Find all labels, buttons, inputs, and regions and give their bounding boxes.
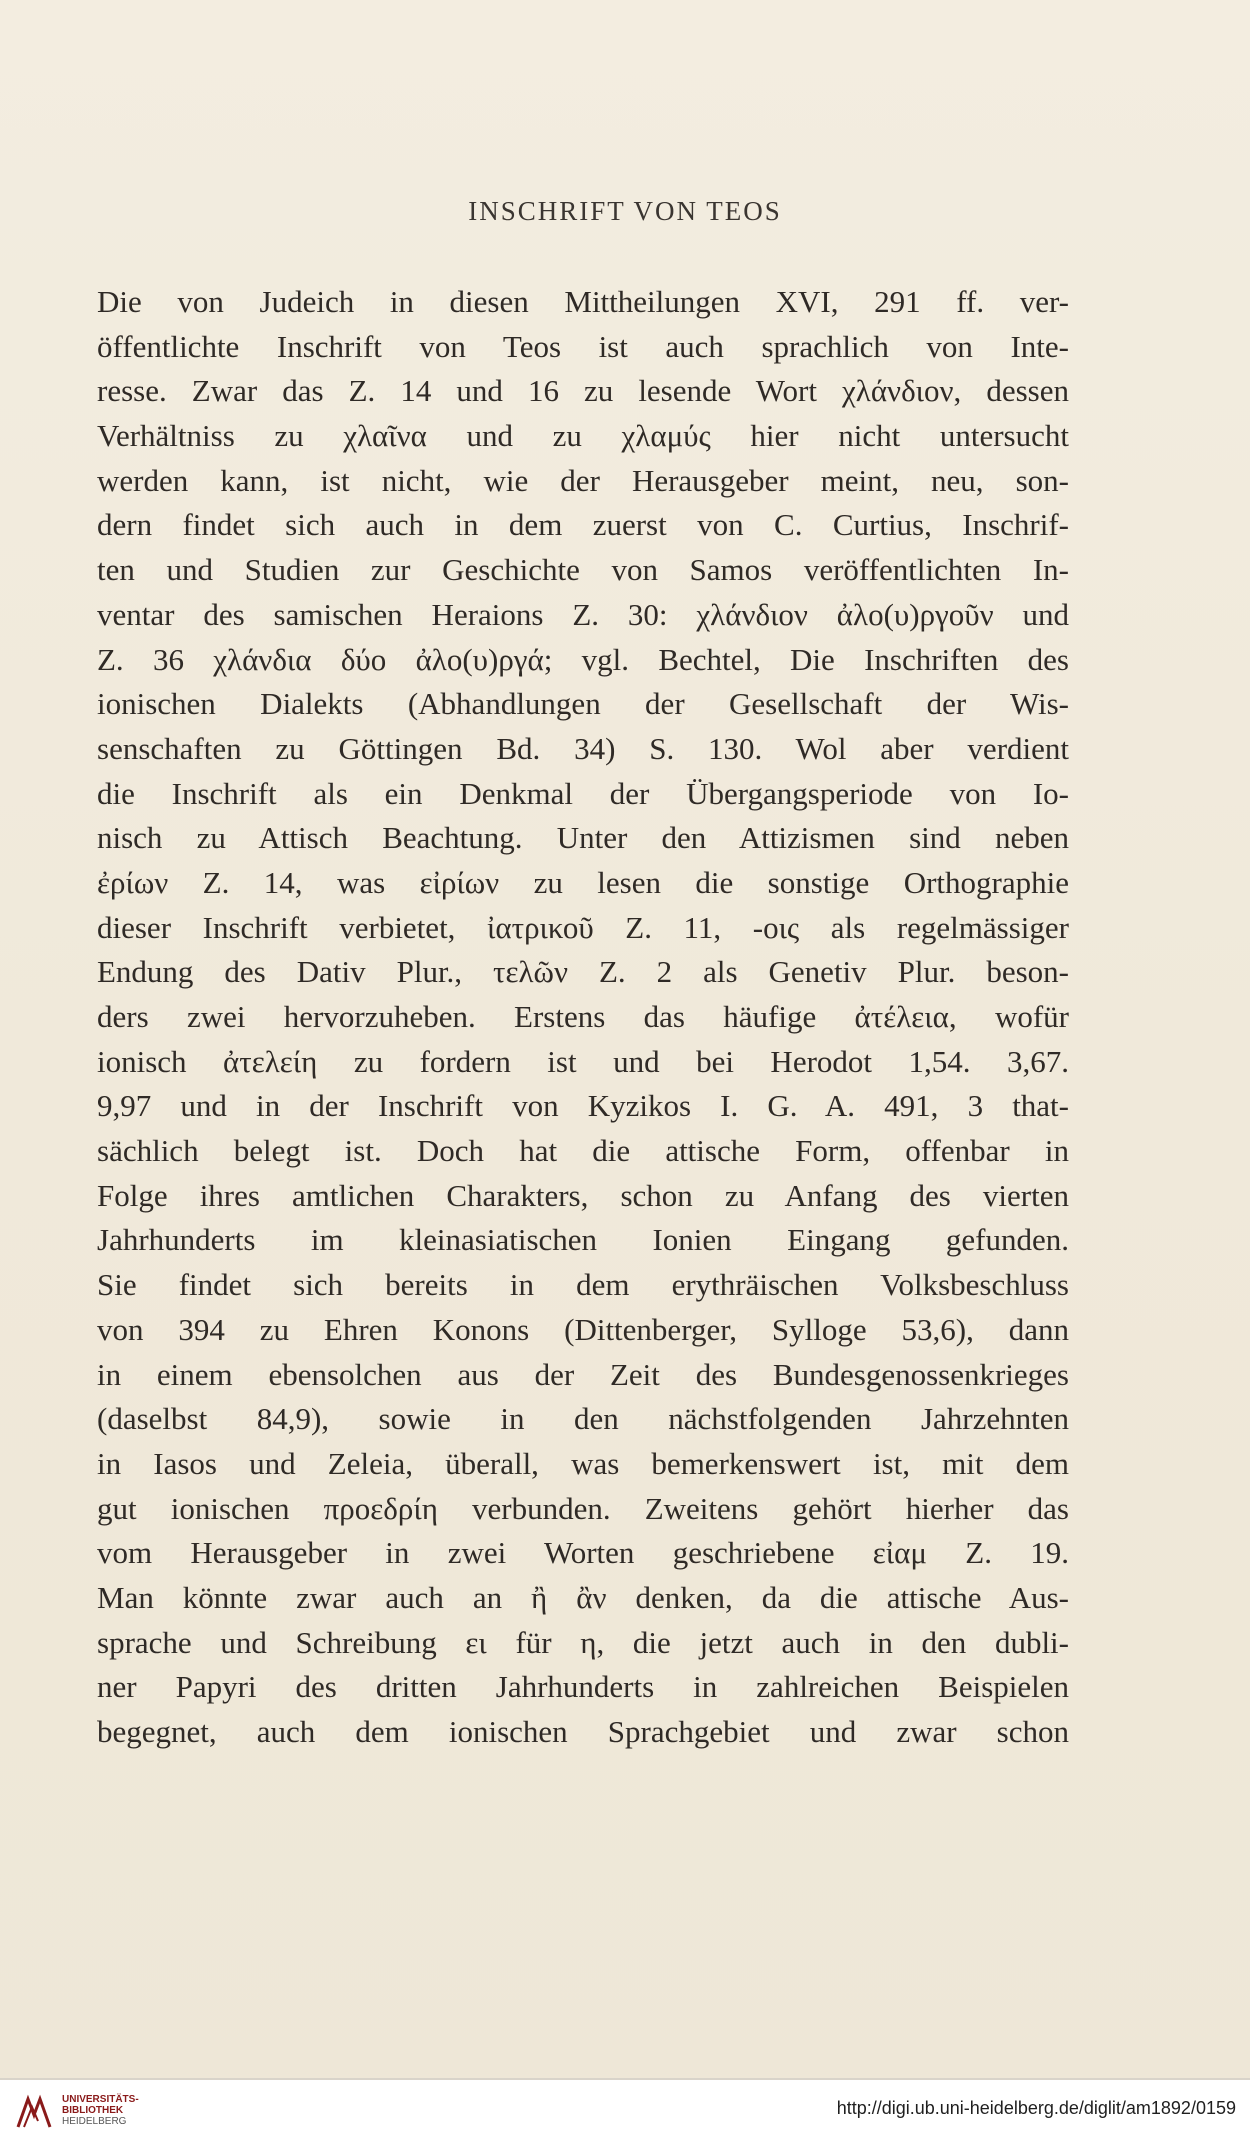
text-line: Verhältniss zu χλαῖνα und zu χλαμύς hier nicht untersucht bbox=[97, 418, 1069, 454]
text-line: (daselbst 84,9), sowie in den nächstfolgenden Jahrzehnten bbox=[97, 1401, 1069, 1437]
text-line: ders zwei hervorzuheben. Erstens das häufige ἀτέλεια, wofür bbox=[97, 999, 1069, 1034]
text-line: begegnet, auch dem ionischen Sprachgebiet und zwar schon bbox=[97, 1714, 1069, 1749]
text-line: ἐρίων Z. 14, was εἰρίων zu lesen die sonstige Orthographie bbox=[97, 864, 1069, 900]
text-line: Folge ihres amtlichen Charakters, schon zu Anfang des vierten bbox=[97, 1177, 1069, 1213]
text-line: dern findet sich auch in dem zuerst von C. Curtius, Inschrif- bbox=[97, 507, 1069, 543]
source-url-link[interactable]: http://digi.ub.uni-heidelberg.de/diglit/am1892/0159 bbox=[836, 2098, 1236, 2118]
running-head: INSCHRIFT VON TEOS bbox=[468, 196, 782, 226]
text-line: sprache und Schreibung ει für η, die jetzt auch in den dubli- bbox=[97, 1624, 1069, 1660]
text-line: Endung des Dativ Plur., τελῶν Z. 2 als Genetiv Plur. beson- bbox=[97, 954, 1069, 990]
body-text bbox=[97, 280, 1069, 1755]
text-line: in Iasos und Zeleia, überall, was bemerkenswert ist, mit dem bbox=[97, 1445, 1069, 1481]
text-line: Man könnte zwar auch an ἢ ἂν denken, da die attische Aus- bbox=[97, 1579, 1069, 1615]
library-logo-icon bbox=[14, 2093, 56, 2131]
text-line: gut ionischen προεδρίη verbunden. Zweitens gehört hierher das bbox=[97, 1490, 1069, 1526]
text-line: ner Papyri des dritten Jahrhunderts in zahlreichen Beispielen bbox=[97, 1669, 1069, 1705]
text-line: Die von Judeich in diesen Mittheilungen XVI, 291 ff. ver- bbox=[97, 284, 1069, 319]
text-line: Jahrhunderts im kleinasiatischen Ionien Eingang gefunden. bbox=[97, 1222, 1069, 1258]
text-line: öffentlichte Inschrift von Teos ist auch sprachlich von Inte- bbox=[97, 328, 1069, 364]
text-line: ventar des samischen Heraions Z. 30: χλάνδιον ἀλο(υ)ργοῦν und bbox=[97, 596, 1069, 632]
library-name bbox=[62, 2094, 139, 2127]
text-line: Z. 36 χλάνδια δύο ἀλο(υ)ργά; vgl. Bechtel, Die Inschriften des bbox=[97, 641, 1069, 677]
library-name-line2: BIBLIOTHEK bbox=[62, 2105, 124, 2116]
text-line: sächlich belegt ist. Doch hat die attische Form, offenbar in bbox=[97, 1133, 1069, 1169]
text-line: vom Herausgeber in zwei Worten geschriebene εἰαμ Z. 19. bbox=[97, 1535, 1069, 1571]
text-line: ionischen Dialekts (Abhandlungen der Gesellschaft der Wis- bbox=[97, 686, 1069, 722]
text-line: dieser Inschrift verbietet, ἰατρικοῦ Z. 11, -οις als regelmässiger bbox=[97, 909, 1069, 945]
text-line: 9,97 und in der Inschrift von Kyzikos I. G. A. 491, 3 that- bbox=[97, 1088, 1069, 1124]
text-line: die Inschrift als ein Denkmal der Übergangsperiode von Io- bbox=[97, 775, 1069, 811]
text-line: in einem ebensolchen aus der Zeit des Bundesgenossenkrieges bbox=[97, 1356, 1069, 1392]
text-line: resse. Zwar das Z. 14 und 16 zu lesende Wort χλάνδιον, dessen bbox=[97, 373, 1069, 409]
text-line: ionisch ἀτελείη zu fordern ist und bei Herodot 1,54. 3,67. bbox=[97, 1043, 1069, 1079]
text-line: Sie findet sich bereits in dem erythräischen Volksbeschluss bbox=[97, 1267, 1069, 1303]
library-name-line3: HEIDELBERG bbox=[62, 2116, 127, 2127]
text-line: von 394 zu Ehren Konons (Dittenberger, Sylloge 53,6), dann bbox=[97, 1311, 1069, 1347]
text-line: nisch zu Attisch Beachtung. Unter den Attizismen sind neben bbox=[97, 820, 1069, 856]
text-line: werden kann, ist nicht, wie der Herausgeber meint, neu, son- bbox=[97, 462, 1069, 498]
text-line: senschaften zu Göttingen Bd. 34) S. 130. Wol aber verdient bbox=[97, 730, 1069, 766]
text-line: ten und Studien zur Geschichte von Samos veröffentlichten In- bbox=[97, 552, 1069, 588]
library-name-line1: UNIVERSITÄTS- bbox=[62, 2094, 139, 2105]
